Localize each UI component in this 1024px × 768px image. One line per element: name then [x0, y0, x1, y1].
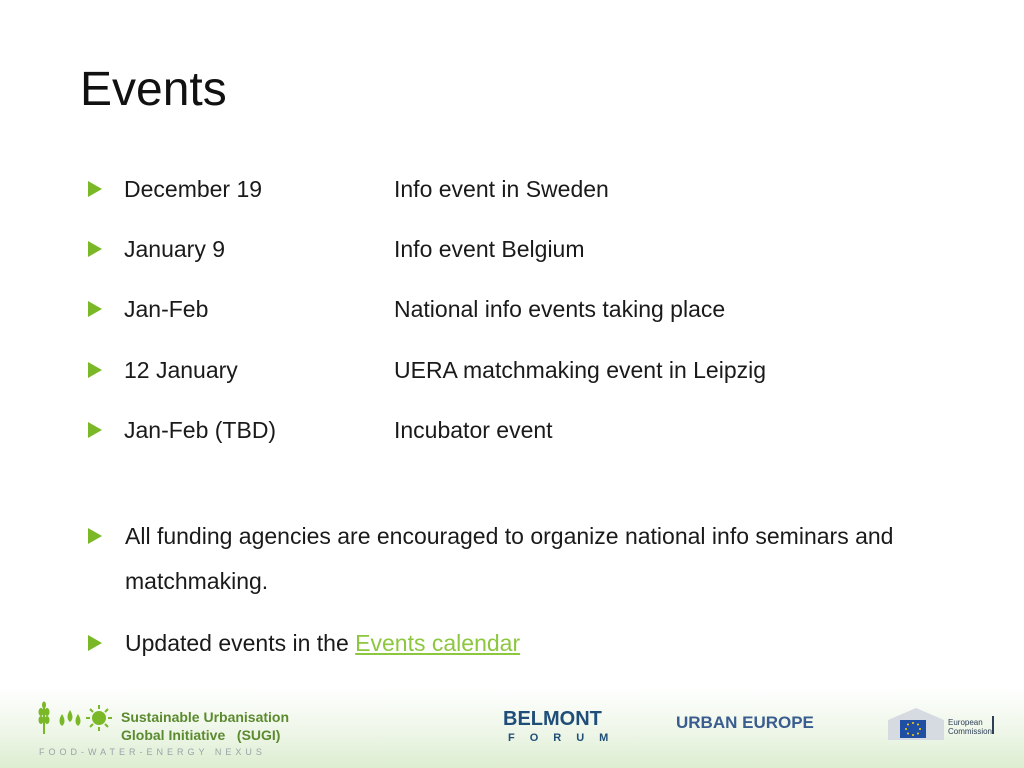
calendar-note	[88, 621, 995, 666]
event-date: January 9	[124, 235, 226, 262]
belmont-wordmark: BELMONT	[503, 708, 602, 730]
sugi-title	[121, 708, 289, 744]
sugi-tagline: FOOD-WATER-ENERGY NEXUS	[39, 747, 266, 757]
calendar-note-text	[88, 621, 995, 666]
belmont-forum-word: FORUM	[508, 732, 624, 744]
event-description: Info event in Sweden	[394, 175, 609, 202]
bullet-arrow-icon	[88, 241, 102, 257]
belmont-forum-logo	[503, 708, 624, 748]
sugi-title-line1: Sustainable Urbanisation	[121, 709, 290, 725]
event-description: Info event Belgium	[394, 235, 585, 262]
event-row	[88, 355, 766, 385]
bullet-arrow-icon	[88, 301, 102, 317]
calendar-note-prefix: Updated events in the	[125, 630, 356, 656]
funding-note	[88, 514, 995, 604]
event-description: National info events taking place	[394, 295, 726, 322]
event-row	[88, 294, 725, 324]
eu-commission-text	[948, 718, 992, 736]
slide-title: Events	[80, 63, 227, 116]
eu-flag-building-icon	[888, 706, 944, 740]
urban-europe-wordmark: URBAN EUROPE	[676, 713, 814, 732]
eu-divider	[992, 716, 994, 734]
event-date: December 19	[124, 175, 263, 202]
event-description: Incubator event	[394, 416, 553, 443]
bullet-arrow-icon	[88, 422, 102, 438]
sugi-nexus-icon	[36, 700, 114, 736]
footer-logo-bar	[0, 688, 1024, 768]
bullet-arrow-icon	[88, 528, 102, 544]
event-row	[88, 234, 585, 264]
event-row	[88, 415, 553, 445]
bullet-arrow-icon	[88, 362, 102, 378]
event-date: Jan-Feb	[124, 295, 209, 322]
event-date: 12 January	[124, 356, 238, 383]
urban-europe-logo	[676, 710, 831, 738]
sugi-logo	[36, 698, 306, 760]
event-description: UERA matchmaking event in Leipzig	[394, 356, 767, 383]
bullet-arrow-icon	[88, 181, 102, 197]
event-row	[88, 174, 609, 204]
eu-text-line1: European	[948, 718, 983, 727]
sugi-title-line2: Global Initiative (SUGI)	[121, 727, 281, 743]
european-commission-logo	[888, 706, 1000, 742]
events-calendar-link[interactable]: Events calendar	[355, 630, 521, 656]
event-date: Jan-Feb (TBD)	[124, 416, 277, 443]
funding-note-text: All funding agencies are encouraged to organize national info seminars and matchmaking.	[125, 523, 894, 594]
eu-text-line2: Commission	[948, 727, 993, 736]
bullet-arrow-icon	[88, 635, 102, 651]
